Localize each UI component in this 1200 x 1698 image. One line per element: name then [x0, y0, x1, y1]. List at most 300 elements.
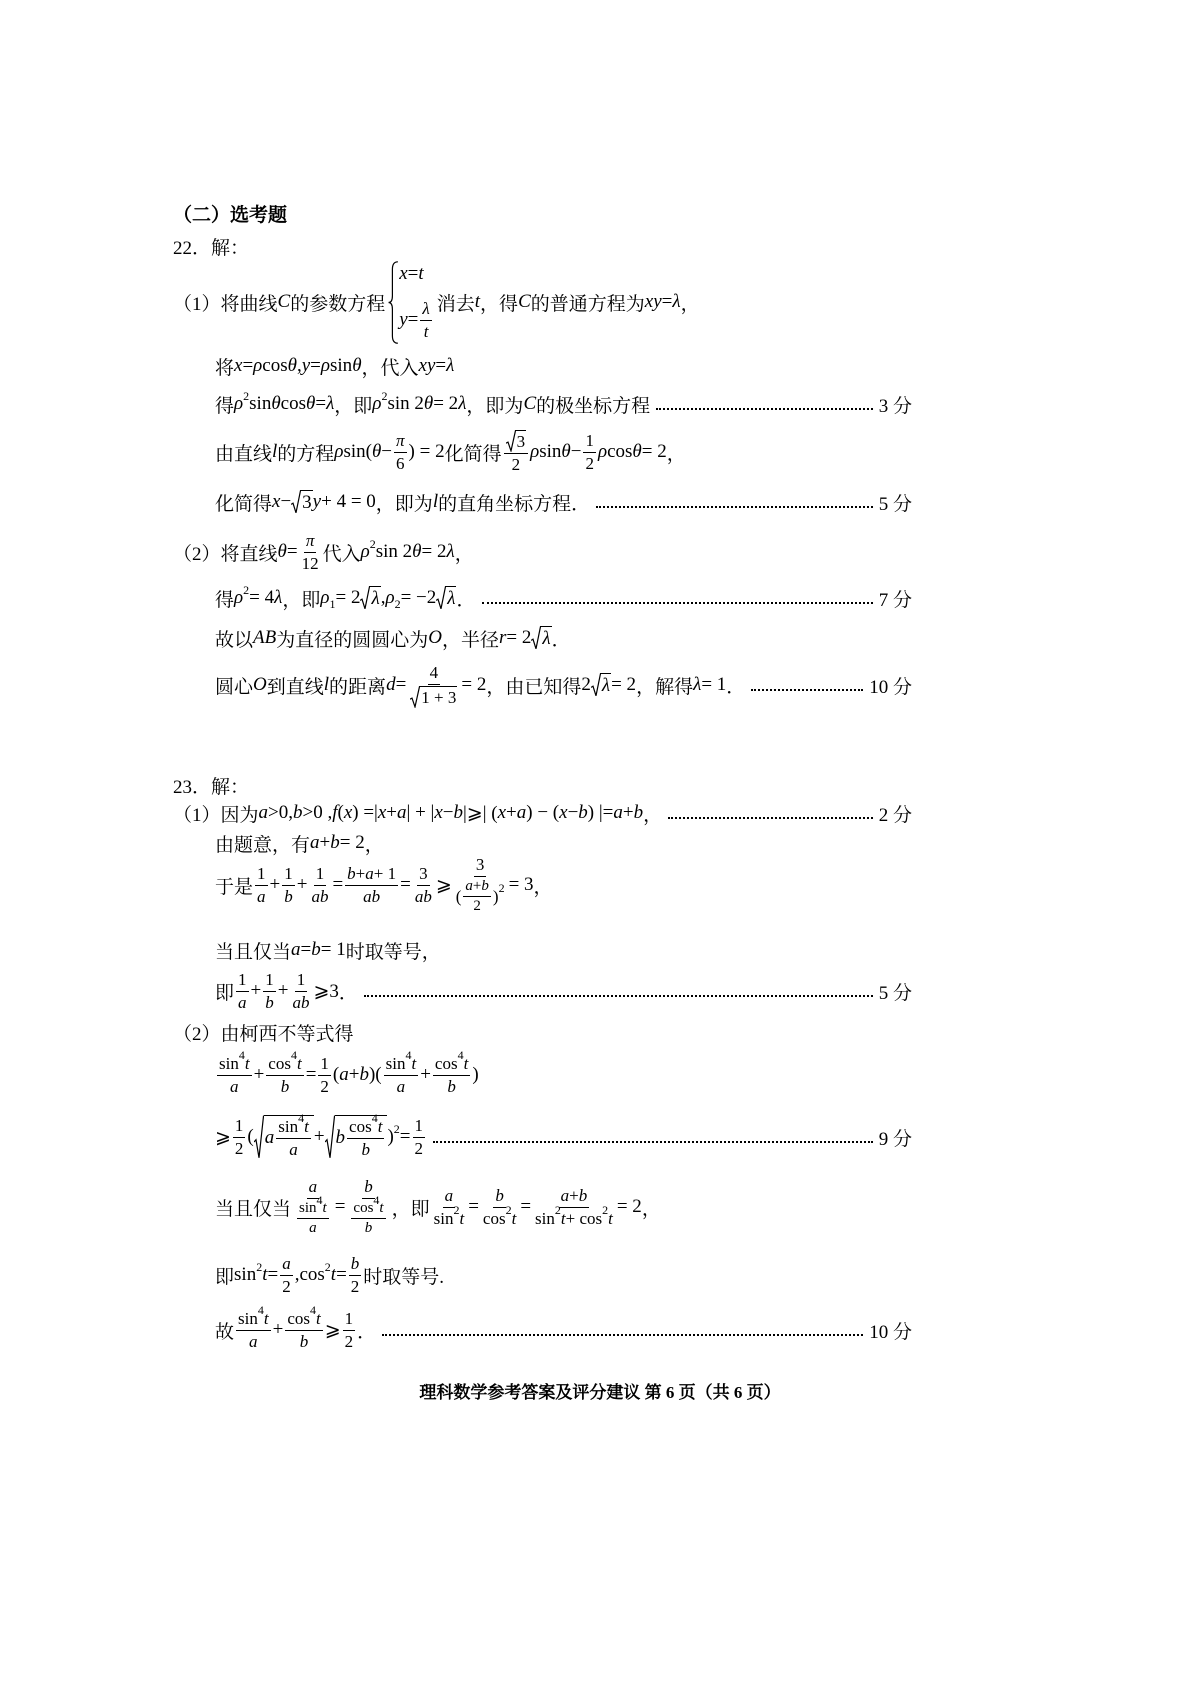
- math-text: 1: [284, 863, 293, 883]
- math-variable: ρ: [385, 587, 395, 608]
- numerator: [384, 1048, 419, 1076]
- math-variable: a: [516, 802, 527, 823]
- math-text: sin: [299, 1200, 317, 1216]
- text: ，: [666, 443, 686, 465]
- numerator: [417, 864, 430, 886]
- text: （1）将曲线: [173, 293, 278, 315]
- numerator: [318, 1054, 331, 1076]
- math-variable: λ: [274, 587, 283, 608]
- numerator: [420, 299, 431, 321]
- fraction: [351, 1193, 385, 1237]
- denominator: [279, 1076, 292, 1097]
- text: （1）因为: [173, 804, 259, 826]
- numerator: [263, 970, 276, 992]
- math-variable: a: [264, 1127, 275, 1148]
- math-variable: a: [444, 1185, 454, 1205]
- text: ．: [456, 589, 476, 611]
- math-text: sin: [539, 441, 562, 462]
- fraction: [413, 864, 434, 907]
- radical-sign-icon: [325, 1115, 335, 1160]
- math-text: sin 2: [387, 393, 424, 414]
- radicand: [541, 626, 551, 650]
- numerator: [343, 1309, 356, 1331]
- math-text: = 2: [335, 587, 361, 608]
- math-text: = 1: [320, 939, 346, 960]
- square-root: [591, 673, 611, 697]
- radicand: [264, 1111, 314, 1160]
- fraction: [309, 864, 330, 907]
- text: （2）将直线: [173, 543, 278, 565]
- math-text: 1: [414, 1115, 423, 1135]
- math-variable: t: [463, 1053, 469, 1073]
- superscript: 2: [369, 536, 376, 551]
- math-text: (: [337, 802, 344, 823]
- line-content: [215, 625, 571, 652]
- denominator: [395, 1076, 408, 1097]
- math-text: )(: [368, 1064, 382, 1085]
- math-variable: l: [323, 674, 330, 695]
- equation-system: [388, 261, 434, 344]
- fraction: [318, 1054, 331, 1097]
- math-variable: t: [608, 1208, 613, 1228]
- text: ，得: [480, 293, 519, 315]
- square-root: [506, 430, 527, 452]
- dot-leader: [668, 817, 873, 819]
- math-variable: λ: [422, 298, 430, 318]
- denominator: [533, 1203, 615, 1229]
- fraction: [280, 1254, 293, 1297]
- math-variable: t: [411, 1053, 417, 1073]
- math-variable: a: [309, 1220, 317, 1236]
- math-variable: ρ: [320, 355, 330, 376]
- math-text: 1: [234, 1115, 244, 1135]
- dot-leader: [482, 602, 873, 604]
- dot-leader: [596, 506, 873, 508]
- text: 的距离: [329, 676, 387, 698]
- math-variable: O: [428, 627, 442, 648]
- numerator: [236, 970, 249, 992]
- math-text: ,cos: [294, 1264, 325, 1285]
- fraction: [276, 1111, 311, 1160]
- math-variable: x: [377, 802, 387, 823]
- math-variable: b: [350, 1253, 360, 1273]
- math-text: (: [455, 886, 462, 906]
- math-text: ) |=: [587, 802, 614, 823]
- numerator: [276, 1111, 311, 1139]
- denominator: [318, 1076, 331, 1097]
- dot-leader: [364, 995, 873, 997]
- line-content: [173, 200, 287, 227]
- math-variable: θ: [352, 355, 362, 376]
- text: ，由已知得: [486, 676, 582, 698]
- fraction: [347, 1177, 389, 1237]
- system-rows: [399, 261, 434, 344]
- math-text: sin: [278, 1116, 299, 1136]
- math-variable: t: [262, 1264, 268, 1285]
- math-text: >0,: [268, 802, 293, 823]
- math-variable: t: [459, 1208, 465, 1228]
- math-text: 1: [315, 863, 325, 883]
- text: 的直角坐标方程．: [438, 493, 591, 515]
- math-text: +: [313, 1126, 325, 1147]
- fraction: [454, 855, 507, 915]
- fraction: [217, 1048, 252, 1097]
- text: 由题意，有: [215, 834, 311, 856]
- fraction: [236, 970, 249, 1013]
- math-variable: C: [523, 393, 537, 414]
- math-text: + 4 = 0: [321, 491, 376, 512]
- text: 时取等号，: [345, 941, 441, 963]
- math-variable: y: [399, 309, 408, 330]
- dot-leader: [656, 408, 873, 410]
- numerator: [347, 1111, 384, 1139]
- line-content: [215, 388, 651, 418]
- text: ．: [357, 1321, 377, 1343]
- math-text: sin: [249, 393, 272, 414]
- square-root: [254, 1111, 314, 1160]
- superscript: 2: [602, 1203, 609, 1217]
- math-text: −: [442, 802, 454, 823]
- score-label: 10 分: [869, 1321, 912, 1343]
- math-variable: r: [499, 627, 507, 648]
- denominator: [343, 1331, 356, 1352]
- math-text: =: [395, 674, 407, 695]
- math-variable: t: [330, 1264, 337, 1285]
- math-text: 3: [302, 492, 312, 513]
- fraction: [293, 1177, 333, 1237]
- math-text: =: [310, 355, 321, 376]
- text: 故以: [215, 629, 254, 651]
- numerator: [433, 1048, 470, 1076]
- math-text: sin: [535, 1208, 555, 1228]
- math-text: =: [400, 874, 411, 895]
- math-text: 3: [419, 863, 428, 883]
- text: ，: [641, 1198, 661, 1220]
- denominator: [347, 1193, 389, 1237]
- math-variable: b: [265, 992, 274, 1012]
- numerator: [559, 1186, 590, 1208]
- superscript: 2: [505, 1203, 512, 1217]
- denominator: [361, 886, 382, 907]
- superscript: 4: [309, 1303, 316, 1317]
- numerator: [428, 663, 441, 685]
- math-variable: θ: [423, 393, 434, 414]
- math-text: 3: [475, 855, 485, 874]
- math-variable: a: [249, 1331, 258, 1351]
- math-text: ⩾: [324, 1319, 341, 1341]
- text: 化简得: [444, 443, 502, 465]
- denominator: [481, 1203, 518, 1229]
- math-variable: λ: [326, 393, 335, 414]
- text: 23．解：: [173, 776, 250, 798]
- denominator: [454, 877, 507, 915]
- text: 得: [215, 395, 235, 417]
- math-text: ⩾: [215, 1126, 231, 1148]
- math-text: =: [468, 1196, 479, 1217]
- square-root: [325, 1111, 388, 1160]
- math-text: | + |: [406, 802, 435, 823]
- math-text: + 1: [373, 863, 397, 883]
- radical-sign-icon: [360, 586, 370, 610]
- math-text: sin: [219, 1053, 239, 1073]
- math-text: sin: [385, 1053, 406, 1073]
- text: ，半径: [441, 629, 499, 651]
- math-variable: θ: [632, 441, 642, 462]
- math-text: 4: [429, 662, 439, 682]
- math-text: =: [315, 393, 327, 414]
- subscript: 2: [394, 596, 401, 611]
- math-variable: ρ: [530, 441, 540, 462]
- math-variable: l: [272, 441, 278, 462]
- math-variable: ρ: [320, 587, 330, 608]
- numerator: [463, 878, 490, 897]
- superscript: 4: [373, 1193, 380, 1207]
- denominator: [298, 1331, 311, 1352]
- math-text: =: [305, 1064, 317, 1085]
- math-text: +: [272, 1319, 284, 1340]
- math-text: +: [269, 874, 281, 895]
- numerator: [583, 431, 596, 453]
- math-text: =: [242, 355, 254, 376]
- math-text: cos: [268, 1053, 291, 1073]
- fraction: [300, 531, 321, 574]
- fraction: [533, 1186, 615, 1229]
- math-text: +: [420, 1064, 431, 1085]
- math-variable: t: [474, 291, 481, 312]
- line-content: [215, 582, 476, 612]
- math-text: ⩾: [435, 874, 452, 896]
- text: 将: [215, 357, 235, 379]
- square-root: [436, 586, 456, 610]
- line-content: [173, 1019, 354, 1046]
- superscript: 2: [393, 1121, 400, 1136]
- math-text: =: [399, 1126, 411, 1147]
- math-variable: b: [335, 1127, 346, 1148]
- math-variable: t: [322, 1200, 327, 1216]
- math-variable: θ: [412, 541, 422, 562]
- numerator: [394, 431, 407, 453]
- math-variable: b: [495, 1185, 504, 1205]
- denominator: [228, 1076, 241, 1097]
- denominator: [255, 886, 268, 907]
- numerator: [282, 864, 295, 886]
- radical-sign-icon: [410, 686, 420, 708]
- math-variable: a: [310, 832, 320, 853]
- math-text: 2: [511, 454, 521, 474]
- math-text: 1: [320, 1053, 329, 1073]
- line-content: [173, 772, 249, 799]
- fraction: [233, 1116, 246, 1159]
- math-variable: b: [364, 1177, 373, 1196]
- math-text: 2: [473, 898, 481, 914]
- math-variable: O: [253, 674, 267, 695]
- math-variable: b: [280, 1076, 290, 1096]
- math-variable: b: [299, 1331, 309, 1351]
- superscript: 2: [324, 1259, 331, 1274]
- text: （二）选考题: [173, 204, 288, 226]
- denominator: [290, 992, 311, 1013]
- math-variable: ρ: [597, 441, 608, 462]
- math-text: ) − (: [526, 802, 560, 823]
- math-text: 2: [282, 1276, 291, 1296]
- radical-sign-icon: [506, 430, 516, 452]
- math-variable: y: [301, 355, 311, 376]
- math-text: ): [387, 1126, 394, 1147]
- math-variable: ab: [311, 886, 329, 906]
- math-variable: t: [423, 321, 429, 341]
- math-text: = 2: [506, 627, 532, 648]
- denominator: [263, 992, 276, 1013]
- math-variable: AB: [253, 627, 277, 648]
- math-text: (: [332, 1064, 340, 1085]
- math-variable: a: [397, 802, 407, 823]
- numerator: [236, 1303, 271, 1331]
- math-text: +: [355, 863, 366, 883]
- score-label: 2 分: [878, 804, 912, 826]
- line-content: [173, 233, 249, 260]
- math-variable: a: [465, 878, 473, 894]
- fraction: [408, 663, 459, 708]
- math-variable: π: [396, 430, 405, 450]
- denominator: [360, 1139, 373, 1160]
- text: ．: [726, 676, 746, 698]
- system-row: [399, 263, 434, 285]
- math-text: =: [267, 1264, 279, 1285]
- math-text: cos: [482, 1208, 506, 1228]
- line-content: [215, 353, 454, 380]
- math-variable: x: [497, 802, 507, 823]
- text: 的方程: [277, 443, 335, 465]
- numerator: [280, 1254, 293, 1276]
- superscript: 2: [554, 1203, 561, 1217]
- fraction: [384, 1048, 419, 1097]
- superscript: 2: [256, 1259, 263, 1274]
- math-text: +: [622, 802, 634, 823]
- text: ，: [533, 876, 553, 898]
- math-variable: ab: [292, 992, 310, 1012]
- math-text: sin: [238, 1308, 258, 1328]
- math-variable: b: [633, 802, 644, 823]
- math-variable: d: [386, 674, 396, 695]
- line-content: [215, 970, 358, 1013]
- math-text: 1: [344, 1308, 354, 1328]
- text: ．: [338, 982, 358, 1004]
- numerator: [285, 1303, 322, 1331]
- fraction: [290, 970, 311, 1013]
- math-text: sin: [330, 355, 353, 376]
- numerator: [413, 1116, 426, 1138]
- numerator: [304, 531, 317, 553]
- fraction: [349, 1254, 362, 1297]
- fraction: [255, 864, 268, 907]
- text: 到直线: [266, 676, 324, 698]
- math-variable: t: [263, 1308, 269, 1328]
- fraction: [463, 878, 490, 915]
- line-content: [215, 1303, 377, 1352]
- math-variable: θ: [306, 393, 316, 414]
- math-text: =: [407, 309, 419, 330]
- math-variable: λ: [601, 675, 611, 696]
- superscript: 2: [243, 388, 250, 403]
- denominator: [583, 453, 596, 474]
- fraction: [433, 1048, 470, 1097]
- denominator: [408, 685, 459, 708]
- dot-leader: [751, 689, 863, 691]
- text: ，: [364, 834, 384, 856]
- math-text: cos: [287, 1308, 310, 1328]
- math-variable: λ: [458, 393, 467, 414]
- line-content: [215, 1254, 444, 1297]
- text: ，: [643, 804, 663, 826]
- math-text: ): [492, 886, 499, 906]
- math-variable: b: [361, 1139, 370, 1159]
- line-content: [173, 531, 474, 574]
- radicand: [601, 673, 611, 697]
- math-variable: t: [296, 1053, 302, 1073]
- math-variable: a: [258, 802, 269, 823]
- math-variable: ρ: [372, 393, 382, 414]
- fraction: [345, 864, 398, 907]
- math-variable: b: [347, 863, 356, 883]
- math-variable: x: [343, 802, 353, 823]
- fraction: [236, 1303, 271, 1352]
- math-variable: b: [311, 939, 321, 960]
- text: 即: [215, 1266, 235, 1288]
- math-variable: ρ: [334, 441, 344, 462]
- radicand: [446, 586, 456, 610]
- text: 的普通方程为: [530, 293, 645, 315]
- denominator: [280, 1276, 293, 1297]
- math-text: cos: [262, 355, 288, 376]
- math-variable: t: [244, 1053, 250, 1073]
- superscript: 4: [457, 1048, 464, 1062]
- denominator: [445, 1076, 458, 1097]
- math-text: 1: [257, 863, 266, 883]
- denominator: [394, 453, 407, 474]
- math-variable: x: [272, 491, 281, 512]
- math-text: =: [435, 355, 447, 376]
- math-variable: b: [453, 802, 463, 823]
- denominator: [363, 1219, 375, 1237]
- math-variable: λ: [371, 588, 380, 609]
- text: 时取等号.: [363, 1266, 445, 1288]
- math-text: −: [570, 441, 582, 462]
- denominator: [233, 1138, 246, 1159]
- denominator: [293, 1193, 333, 1237]
- square-root: [410, 686, 457, 708]
- math-text: cos: [607, 441, 633, 462]
- math-variable: b: [330, 832, 340, 853]
- radical-sign-icon: [591, 673, 601, 697]
- math-text: cos: [434, 1053, 458, 1073]
- text: ，即: [334, 395, 373, 417]
- math-variable: b: [481, 878, 489, 894]
- numerator: [314, 864, 327, 886]
- text: 代入: [322, 543, 361, 565]
- math-text: 2: [414, 1138, 423, 1158]
- text: ，代入: [361, 357, 419, 379]
- text: ，: [454, 543, 474, 565]
- dot-leader: [382, 1334, 863, 1336]
- math-variable: a: [289, 1139, 298, 1159]
- numerator: [349, 1254, 362, 1276]
- math-text: 6: [396, 453, 405, 473]
- line-content: [215, 430, 686, 475]
- score-label: 5 分: [878, 982, 912, 1004]
- math-variable: b: [578, 1185, 588, 1205]
- numerator: [233, 1116, 246, 1138]
- math-variable: λ: [446, 355, 455, 376]
